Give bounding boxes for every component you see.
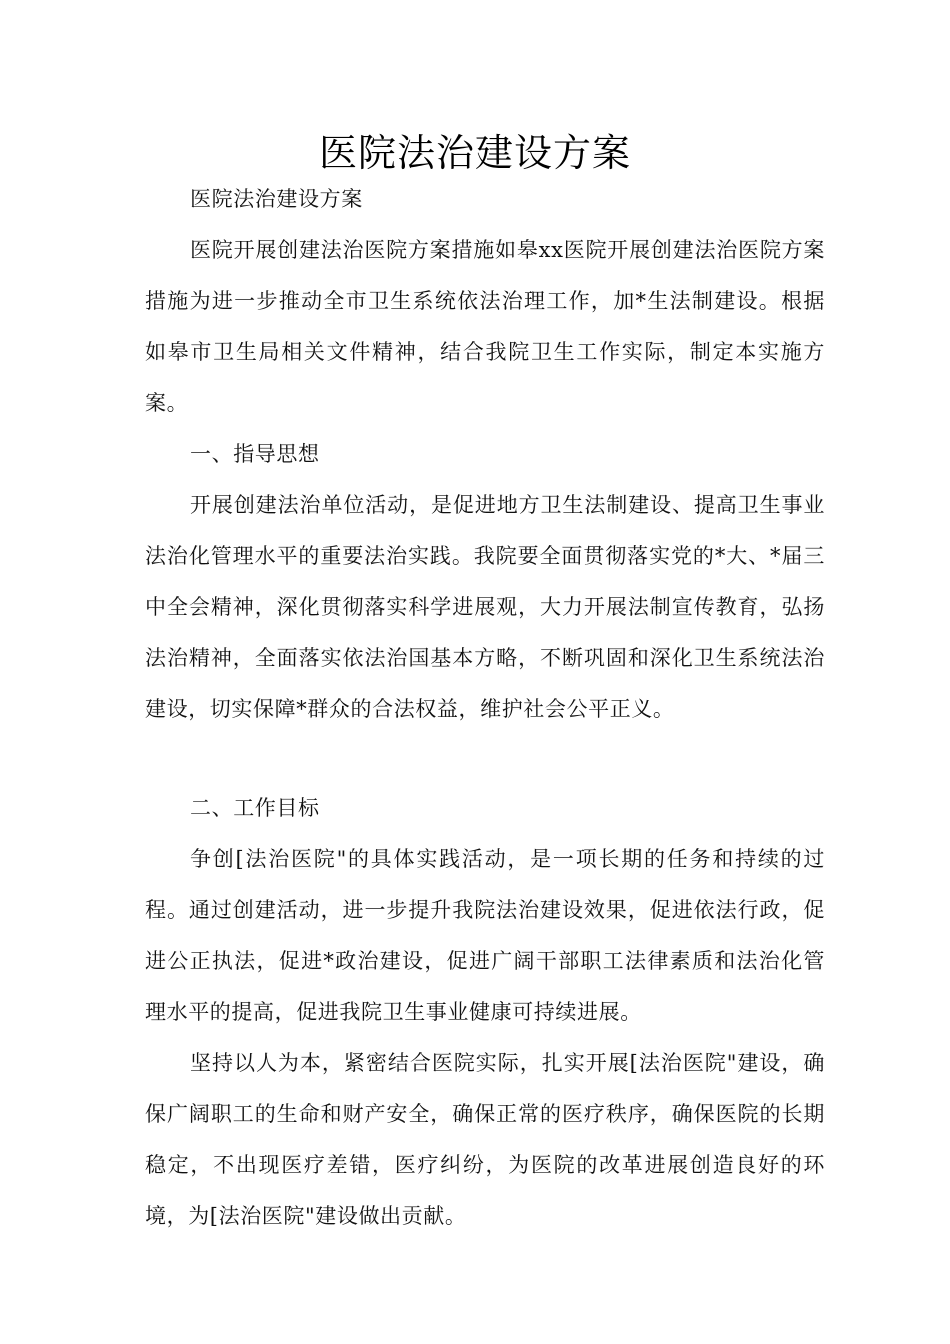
intro-paragraph: 医院开展创建法治医院方案措施如皋xx医院开展创建法治医院方案措施为进一步推动全市卫生系统依法治理工作，加*生法制建设。根据如皋市卫生局相关文件精神，结合我院卫生工作实际，制定本实施方案。 xyxy=(145,238,825,415)
section-2-paragraph-1: 争创[法治医院"的具体实践活动，是一项长期的任务和持续的过程。通过创建活动，进一步提升我院法治建设效果，促进依法行政，促进公正执法，促进*政治建设，促进广阔干部职工法律素质和法治化管理水平的提高，促进我院卫生事业健康可持续进展。 xyxy=(145,847,825,1024)
section-2-heading: 二、工作目标 xyxy=(190,796,320,820)
document-body xyxy=(145,174,825,1242)
section-1-heading: 一、指导思想 xyxy=(190,442,320,466)
section-2-paragraph-2: 坚持以人为本，紧密结合医院实际，扎实开展[法治医院"建设，确保广阔职工的生命和财产安全，确保正常的医疗秩序，确保医院的长期稳定，不出现医疗差错，医疗纠纷，为医院的改革进展创造良好的环境，为[法治医院"建设做出贡献。 xyxy=(145,1051,825,1228)
section-spacer xyxy=(145,735,825,783)
document-subtitle: 医院法治建设方案 xyxy=(190,187,363,211)
section-1-paragraph: 开展创建法治单位活动，是促进地方卫生法制建设、提高卫生事业法治化管理水平的重要法治实践。我院要全面贯彻落实党的*大、*届三中全会精神，深化贯彻落实科学进展观，大力开展法制宣传教育，弘扬法治精神，全面落实依法治国基本方略，不断巩固和深化卫生系统法治建设，切实保障*群众的合法权益，维护社会公平正义。 xyxy=(145,493,825,721)
document-title: 医院法治建设方案 xyxy=(318,131,631,175)
